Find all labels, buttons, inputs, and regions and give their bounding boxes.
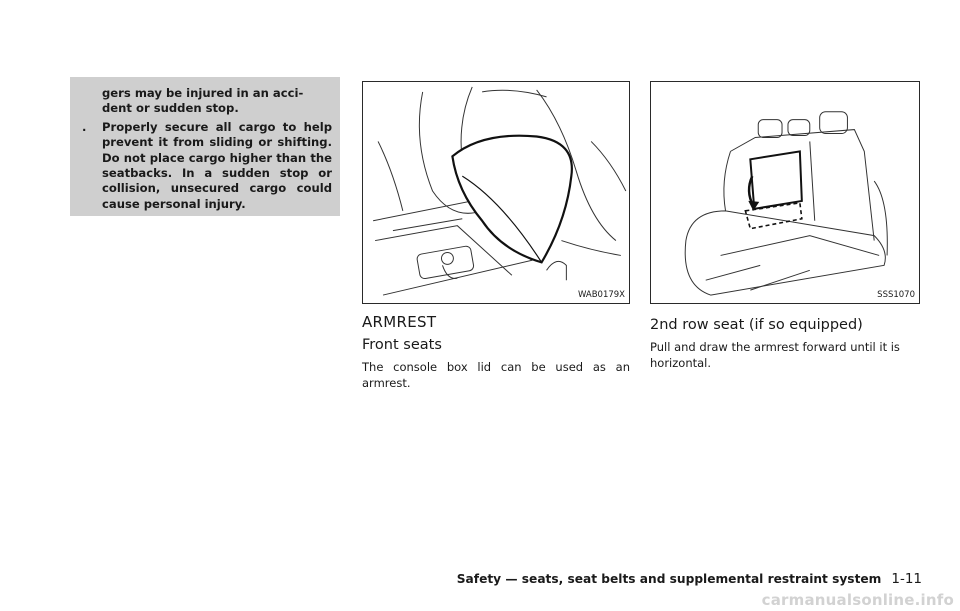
figure-code: WAB0179X bbox=[577, 290, 625, 300]
rear-seat-illustration bbox=[651, 82, 919, 303]
front-console-illustration bbox=[363, 82, 629, 303]
warning-box bbox=[70, 77, 340, 216]
warning-bullet bbox=[82, 120, 332, 212]
paragraph-front: The console box lid can be used as an armrest. bbox=[362, 360, 630, 390]
watermark: carmanualsonline.info bbox=[761, 591, 954, 609]
subsection-heading-second-row: 2nd row seat (if so equipped) bbox=[650, 317, 863, 333]
console-lid-shape bbox=[452, 136, 571, 263]
warning-continuation: gers may be injured in an acci- dent or sudden stop. bbox=[102, 86, 304, 116]
warning-bullet-text: Properly secure all cargo to help prevent it from sliding or shifting. Do not place cargo higher than the seatbacks. In a sudden stop or collision, unsecured cargo could cause personal injury. bbox=[102, 119, 332, 211]
footer-title: Safety — seats, seat belts and supplemental restraint system bbox=[456, 572, 882, 586]
page-number: 1-11 bbox=[891, 571, 922, 587]
page-footer bbox=[0, 568, 922, 587]
subsection-heading-front: Front seats bbox=[362, 337, 442, 353]
paragraph-second-row: Pull and draw the armrest forward until it is horizontal. bbox=[650, 340, 900, 370]
bullet-marker: . bbox=[82, 119, 87, 134]
figure-rear-seat-armrest bbox=[650, 81, 920, 304]
figure-front-console-armrest bbox=[362, 81, 630, 304]
section-heading: ARMREST bbox=[362, 313, 437, 331]
figure-code: SSS1070 bbox=[877, 290, 915, 300]
